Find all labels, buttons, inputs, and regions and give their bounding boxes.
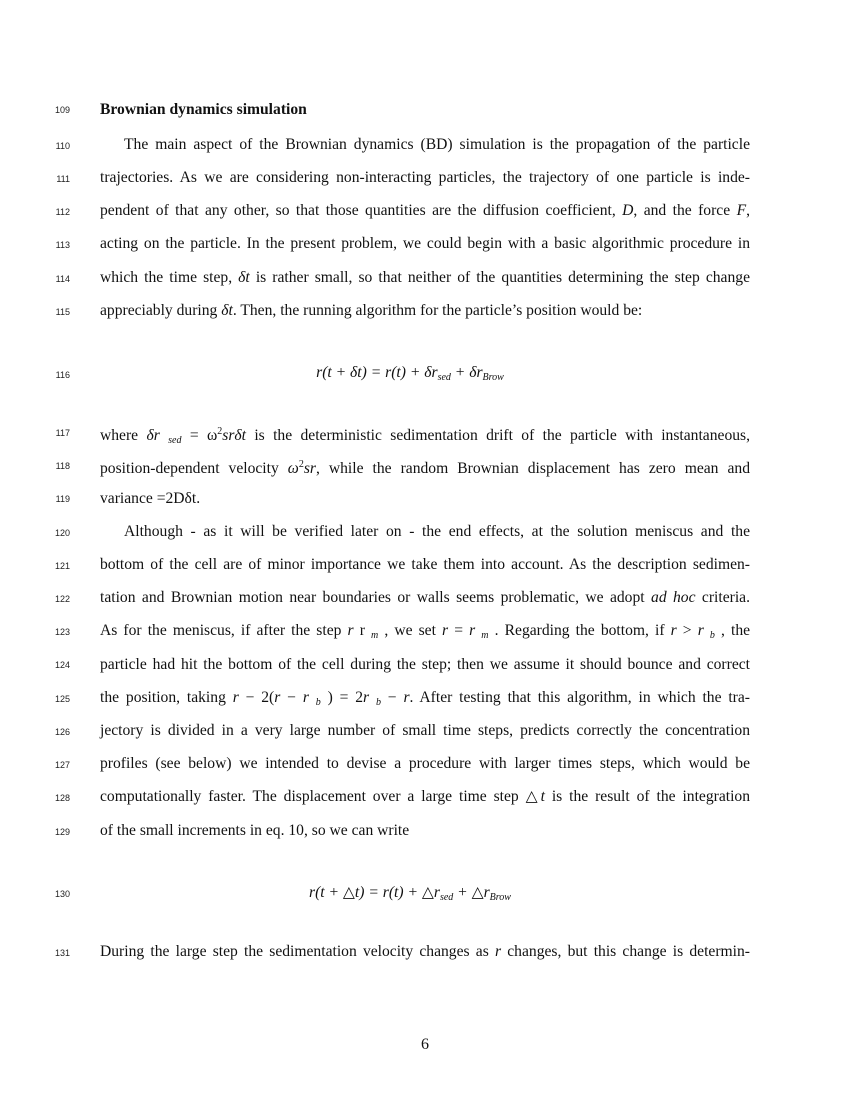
math-symbol: sr xyxy=(303,460,316,477)
text-span: . After testing that this algorithm, in which the tra- xyxy=(409,689,750,706)
line-number-120: 120 xyxy=(54,528,70,538)
math-sub: m xyxy=(371,630,379,641)
text-span: r xyxy=(353,622,371,639)
math-sub: b xyxy=(315,697,321,708)
text-line-129: of the small increments in eq. 10, so we can write xyxy=(100,822,410,839)
line-number-114: 114 xyxy=(55,274,70,284)
math-sub: sed xyxy=(168,435,182,446)
line-number-110: 110 xyxy=(55,141,70,151)
text-line-119: variance =2Dδt. xyxy=(100,490,201,507)
math-symbol-delta-t: δt xyxy=(221,302,233,319)
text-span: > xyxy=(676,622,698,639)
text-span: position-dependent velocity xyxy=(100,460,288,477)
text-span: = xyxy=(448,622,470,639)
text-span: . Regarding the bottom, if xyxy=(488,622,671,639)
text-line-117 xyxy=(100,422,750,451)
text-line-122 xyxy=(100,588,750,608)
text-span: − xyxy=(380,689,404,706)
math-symbol: r xyxy=(347,622,354,639)
line-number-119: 119 xyxy=(55,494,70,504)
text-span: the position, taking xyxy=(100,689,233,706)
line-number-121: 121 xyxy=(54,561,70,571)
text-line-118 xyxy=(100,455,750,479)
text-span: criteria. xyxy=(695,589,750,606)
math-symbol: r xyxy=(469,622,476,639)
text-span: is the deterministic sedimentation drift of the particle with instantaneous, xyxy=(245,427,751,444)
text-span: which the time step, xyxy=(100,269,239,286)
equation-lhs: r(t + δt) = r(t) + δr xyxy=(316,364,438,381)
text-line-112 xyxy=(100,201,750,221)
text-line-125 xyxy=(100,688,750,713)
math-sub: m xyxy=(481,630,489,641)
line-number-130: 130 xyxy=(54,889,70,899)
text-span: pendent of that any other, so that those quantities are the diffusion coefficient, xyxy=(100,202,623,219)
text-line-121: bottom of the cell are of minor importance we take them into account. As the description sedimen- xyxy=(100,556,750,573)
text-line-111: trajectories. As we are considering non-interacting particles, the trajectory of one particle is inde- xyxy=(100,169,750,186)
text-line-123 xyxy=(100,621,750,646)
page-number: 6 xyxy=(421,1036,429,1053)
math-symbol: r xyxy=(232,689,239,706)
equation-sub: sed xyxy=(437,372,451,383)
equation-130 xyxy=(100,883,720,903)
equation-sub: sed xyxy=(439,892,454,903)
text-span: = ω xyxy=(181,427,218,444)
text-line-126: jectory is divided in a very large number of small time steps, predicts correctly the concentration xyxy=(100,722,750,739)
math-symbol: r xyxy=(403,689,410,706)
text-span: , and the force xyxy=(633,202,737,219)
math-symbol-delta-t: △t xyxy=(525,788,545,805)
math-symbol: r xyxy=(363,689,370,706)
line-number-116: 116 xyxy=(55,370,70,380)
text-span: where xyxy=(100,427,147,444)
text-span: computationally faster. The displacement over a large time step xyxy=(100,788,526,805)
line-number-131: 131 xyxy=(54,948,70,958)
line-number-128: 128 xyxy=(54,793,70,803)
text-span: , while the random Brownian displacement has zero mean and xyxy=(315,460,750,477)
text-span: , we set xyxy=(378,622,443,639)
equation-sub: Brow xyxy=(482,372,504,383)
text-line-124: particle had hit the bottom of the cell during the step; then we assume it should bounce and correct xyxy=(100,656,750,673)
text-line-113: acting on the particle. In the present problem, we could begin with a basic algorithmic procedure in xyxy=(100,235,750,252)
line-number-115: 115 xyxy=(55,307,70,317)
math-symbol: r xyxy=(670,622,677,639)
text-span: . Then, the running algorithm for the particle’s position would be: xyxy=(232,302,643,319)
math-symbol-D: D xyxy=(622,202,634,219)
text-span: − xyxy=(280,689,303,706)
text-line-115 xyxy=(100,301,750,321)
equation-116 xyxy=(100,364,720,383)
math-symbol-delta-t: δt xyxy=(238,269,250,286)
text-span: appreciably during xyxy=(100,302,222,319)
text-span: changes, but this change is determin- xyxy=(501,943,750,960)
text-line-120: Although - as it will be verified later on - the end effects, at the solution meniscus and the xyxy=(124,523,750,540)
text-span: is rather small, so that neither of the quantities determining the step change xyxy=(249,269,750,286)
math-symbol: r xyxy=(442,622,449,639)
line-number-112: 112 xyxy=(55,207,70,217)
line-number-126: 126 xyxy=(54,727,70,737)
math-symbol: δr xyxy=(146,427,160,444)
line-number-122: 122 xyxy=(54,594,70,604)
text-span: ) = 2 xyxy=(320,689,364,706)
text-span: , xyxy=(746,202,750,219)
equation-lhs: r(t + △t) = r(t) + △r xyxy=(309,884,440,901)
math-symbol: r xyxy=(494,943,502,960)
text-span: − 2( xyxy=(238,689,275,706)
text-span: , the xyxy=(714,622,751,639)
text-line-127: profiles (see below) we intended to devise a procedure with larger times steps, which would be xyxy=(100,755,750,772)
math-sup: 2 xyxy=(217,426,223,437)
line-number-109: 109 xyxy=(54,105,70,115)
line-number-124: 124 xyxy=(54,660,70,670)
line-number-127: 127 xyxy=(54,760,70,770)
line-number-117: 117 xyxy=(55,428,70,438)
text-span: tation and Brownian motion near boundaries or walls seems problematic, we adopt xyxy=(100,589,652,606)
text-line-131 xyxy=(100,942,750,962)
text-line-114 xyxy=(100,268,750,288)
math-symbol-F: F xyxy=(736,202,747,219)
section-heading: Brownian dynamics simulation xyxy=(100,101,307,118)
equation-sub: Brow xyxy=(489,892,511,903)
text-line-128 xyxy=(100,787,750,807)
line-number-129: 129 xyxy=(54,827,70,837)
line-number-125: 125 xyxy=(54,694,70,704)
line-number-118: 118 xyxy=(55,461,70,471)
math-symbol: r xyxy=(274,689,281,706)
latin-phrase: ad hoc xyxy=(651,589,696,606)
text-span: During the large step the sedimentation velocity changes as xyxy=(100,943,495,960)
equation-mid: + △r xyxy=(453,884,490,901)
math-symbol: r xyxy=(302,689,309,706)
text-line-110: The main aspect of the Brownian dynamics (BD) simulation is the propagation of the particle xyxy=(124,136,750,153)
math-symbol: ω xyxy=(287,460,299,477)
math-sup: 2 xyxy=(298,459,304,470)
line-number-113: 113 xyxy=(55,240,70,250)
text-span: is the result of the integration xyxy=(544,788,750,805)
math-sub: b xyxy=(375,697,381,708)
math-symbol: r xyxy=(697,622,704,639)
math-sub: b xyxy=(709,630,715,641)
equation-mid: + δr xyxy=(450,364,483,381)
line-number-123: 123 xyxy=(54,627,70,637)
line-number-111: 111 xyxy=(56,174,70,184)
text-span: As for the meniscus, if after the step xyxy=(100,622,348,639)
math-symbol: srδt xyxy=(222,427,246,444)
